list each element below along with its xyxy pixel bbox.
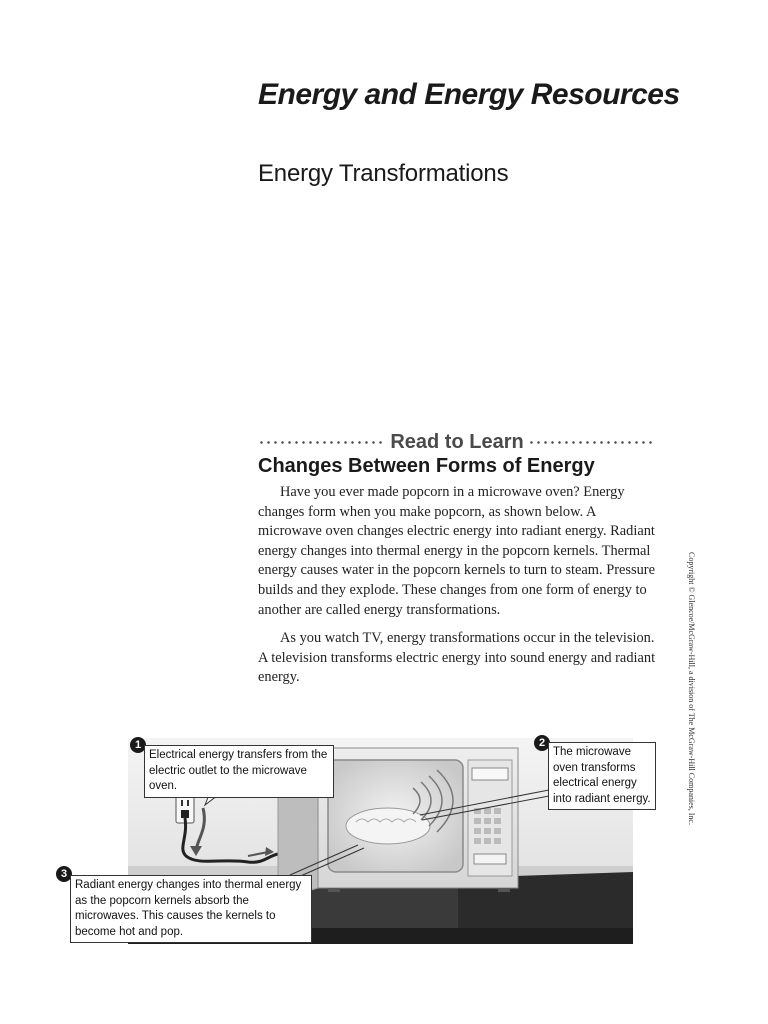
popcorn-bag xyxy=(346,808,430,844)
read-to-learn-banner xyxy=(258,428,656,456)
unit-title: Energy and Energy Resources xyxy=(258,78,680,111)
outlet-slot-left xyxy=(181,800,183,806)
copyright-text: Copyright © Glencoe/McGraw-Hill, a division of The McGraw-Hill Companies, Inc. xyxy=(687,552,696,825)
callout-3-badge: 3 xyxy=(56,866,72,882)
paragraph-2: As you watch TV, energy transformations occur in the television. A television transforms electric energy into sound energy and radiant energy. xyxy=(258,630,656,686)
outlet-slot-right xyxy=(187,800,189,806)
dotted-rule-left xyxy=(258,441,386,444)
display-panel xyxy=(472,768,508,780)
callout-2-badge: 2 xyxy=(534,735,550,751)
microwave-foot-left xyxy=(328,888,340,892)
dotted-rule-right xyxy=(528,441,656,444)
body-text xyxy=(258,483,658,697)
callout-1: Electrical energy transfers from the electric outlet to the microwave oven. xyxy=(144,745,334,798)
paragraph-1: Have you ever made popcorn in a microwave oven? Energy changes form when you make popcorn, as shown below. A microwave oven changes electric energy into radiant energy. Radiant energy changes into thermal energy in the popcorn kernels. Thermal energy causes water in the popcorn kernels to turn to steam. Pressure builds and they explode. These changes from one form of energy to another are called energy transformations. xyxy=(258,484,655,618)
callout-1-badge: 1 xyxy=(130,737,146,753)
start-button xyxy=(474,854,506,864)
copyright-notice xyxy=(685,552,699,872)
section-heading: Changes Between Forms of Energy xyxy=(258,455,595,477)
microwave-foot-right xyxy=(498,888,510,892)
read-to-learn-label: Read to Learn xyxy=(390,430,524,453)
callout-2: The microwave oven transforms electrical energy into radiant energy. xyxy=(548,742,656,810)
plug-icon xyxy=(181,810,189,818)
callout-3: Radiant energy changes into thermal energy as the popcorn kernels absorb the microwaves. This causes the kernels to become hot and pop. xyxy=(70,875,312,943)
lesson-title: Energy Transformations xyxy=(258,160,509,187)
